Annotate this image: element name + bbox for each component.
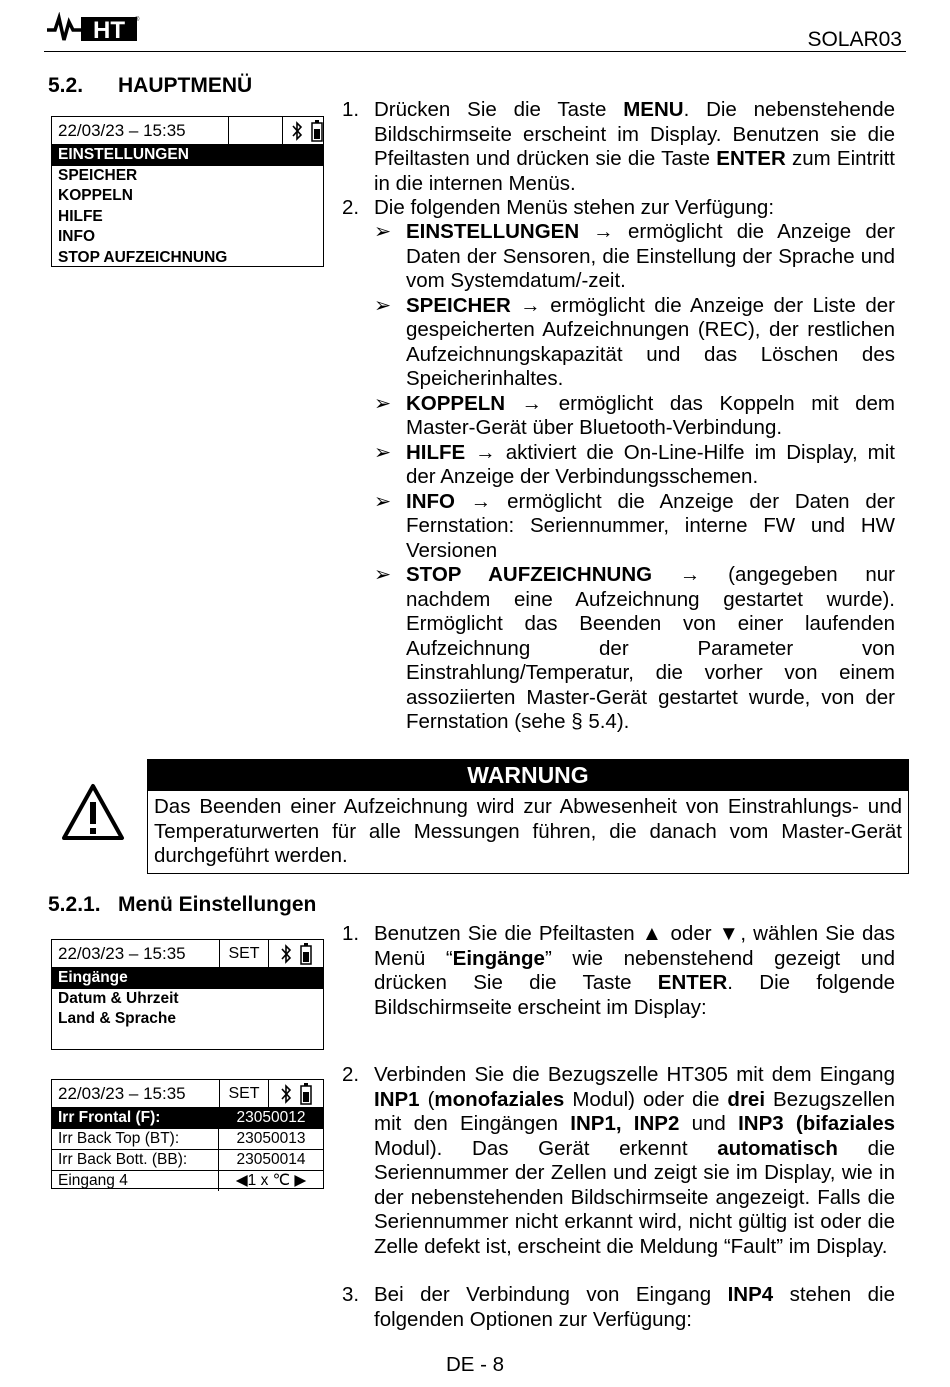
inputs-screen bbox=[51, 1079, 324, 1189]
bullet-label: HILFE bbox=[406, 440, 466, 464]
input-row-irr-back-top[interactable] bbox=[52, 1129, 323, 1150]
bullet-label: SPEICHER bbox=[406, 293, 511, 317]
warning-text: Das Beenden einer Aufzeichnung wird zur Abwesenheit von Einstrahlungs- und Temperaturwerten für alle Messungen führen, die danach vom Master-Gerät durchgeführt werden. bbox=[154, 795, 902, 867]
menu-name: Eingänge bbox=[452, 946, 545, 970]
step-text: Modul) oder die bbox=[564, 1087, 728, 1111]
bullet-label: EINSTELLUNGEN bbox=[406, 220, 580, 243]
step-text: und bbox=[679, 1112, 739, 1135]
step-text: Benutzen Sie die Pfeiltasten ▲ oder ▼, wählen Sie das Menü “ bbox=[374, 922, 895, 970]
section-title-menue-einstellungen: Menü Einstellungen bbox=[118, 893, 317, 916]
input-option-selector[interactable]: ◀1 x ℃ ▶ bbox=[235, 1172, 307, 1189]
warning-triangle-icon bbox=[60, 782, 126, 847]
step-text: ( bbox=[419, 1087, 435, 1111]
bullet-einstellungen bbox=[374, 220, 895, 294]
emphasis: automatisch bbox=[717, 1136, 838, 1160]
screen-topbar bbox=[52, 117, 323, 145]
input-name-module: INP3 (bifaziales bbox=[738, 1112, 895, 1135]
step-text: Verbinden Sie die Bezugszelle HT305 mit dem Eingang bbox=[374, 1063, 895, 1086]
svg-text:®: ® bbox=[135, 17, 140, 23]
step-text: . Die nebenstehende Bildschirmseite erscheint im Display. Benutzen sie die Pfeiltasten und drücken sie die Taste bbox=[374, 98, 895, 170]
screen-datetime: 22/03/23 – 15:35 bbox=[58, 121, 186, 140]
page-number: DE - 8 bbox=[445, 1353, 505, 1376]
battery-icon bbox=[300, 1083, 312, 1105]
section-number-5-2-1: 5.2.1. bbox=[48, 893, 101, 916]
input-name: INP1 bbox=[374, 1087, 420, 1111]
screen-topbar bbox=[52, 1080, 323, 1108]
key-enter: ENTER bbox=[657, 971, 728, 994]
doc-code: SOLAR03 bbox=[807, 28, 902, 51]
battery-icon bbox=[311, 120, 323, 142]
section-title-hauptmenue: HAUPTMENÜ bbox=[118, 74, 253, 97]
screen-mode: SET bbox=[219, 1080, 268, 1107]
menu-item-hilfe[interactable]: HILFE bbox=[58, 207, 103, 225]
step-5-2-1-3 bbox=[342, 1283, 895, 1332]
step-text: Bei der Verbindung von Eingang bbox=[374, 1283, 728, 1306]
bullet-arrow-icon: ➢ bbox=[374, 391, 392, 415]
step-text: Die folgenden Menüs stehen zur Verfügung: bbox=[374, 196, 775, 219]
step-number: 1. bbox=[342, 922, 360, 945]
bullet-label: KOPPELN bbox=[406, 391, 506, 415]
step-text: Drücken Sie die Taste bbox=[374, 98, 624, 121]
bullet-text: → aktiviert die On-Line-Hilfe im Display, mit der Anzeige der Verbindungsschemen. bbox=[406, 440, 895, 488]
menu-bullet-list bbox=[374, 220, 895, 735]
menu-item-stop-aufzeichnung[interactable]: STOP AUFZEICHNUNG bbox=[58, 248, 228, 266]
bullet-text: → ermöglicht die Anzeige der Daten der Fernstation: Seriennummer, interne FW und HW Versionen bbox=[406, 489, 895, 562]
step-number: 2. bbox=[342, 196, 360, 219]
screen-datetime: 22/03/23 – 15:35 bbox=[58, 944, 186, 963]
bullet-stop-aufzeichnung bbox=[374, 563, 895, 735]
key-enter: ENTER bbox=[716, 147, 786, 170]
input-row-irr-frontal[interactable] bbox=[52, 1108, 323, 1129]
bullet-arrow-icon: ➢ bbox=[374, 293, 392, 317]
step-number: 3. bbox=[342, 1283, 360, 1306]
step-text: zum Eintritt in die internen Menüs. bbox=[374, 147, 895, 195]
step-text: die Seriennummer der Zellen und zeigt sie im Display, wie in der nebenstehenden Bildschirmseite angezeigt. Falls die Seriennummer nicht erkannt wird, nicht gültig ist oder die Zelle defekt ist, erscheint die Meldung “Fault” im Display. bbox=[374, 1136, 895, 1258]
bullet-hilfe bbox=[374, 441, 895, 490]
bullet-text: → ermöglicht das Koppeln mit dem Master-Gerät über Bluetooth-Verbindung. bbox=[406, 391, 895, 439]
bullet-arrow-icon: ➢ bbox=[374, 440, 392, 464]
emphasis: drei bbox=[727, 1087, 766, 1111]
header-rule bbox=[44, 51, 906, 52]
step-5-2-1 bbox=[342, 98, 895, 196]
bullet-label: INFO bbox=[406, 489, 455, 513]
menu-item-einstellungen[interactable]: EINSTELLUNGEN bbox=[52, 145, 323, 166]
menu-item-koppeln[interactable]: KOPPELN bbox=[58, 187, 133, 204]
main-menu-screen bbox=[51, 116, 324, 267]
step-text: . Die folgende Bildschirmseite erscheint im Display: bbox=[374, 971, 895, 1019]
bullet-info bbox=[374, 490, 895, 564]
step-text: Modul). Das Gerät erkennt bbox=[374, 1136, 718, 1160]
input-serial: 23050014 bbox=[236, 1151, 306, 1168]
step-5-2-2 bbox=[342, 196, 895, 221]
battery-icon bbox=[300, 943, 312, 965]
section-number-5-2: 5.2. bbox=[48, 74, 84, 97]
input-serial: 23050013 bbox=[236, 1130, 306, 1147]
bullet-arrow-icon: ➢ bbox=[374, 489, 392, 513]
key-menu: MENU bbox=[623, 98, 684, 121]
settings-item-land-sprache[interactable]: Land & Sprache bbox=[58, 1010, 176, 1027]
screen-mode: SET bbox=[219, 940, 268, 967]
bullet-label: STOP AUFZEICHNUNG bbox=[406, 563, 653, 586]
input-label: Irr Back Top (BT): bbox=[52, 1129, 219, 1149]
bullet-koppeln bbox=[374, 392, 895, 441]
step-number: 2. bbox=[342, 1063, 360, 1086]
warning-box bbox=[147, 759, 909, 874]
bluetooth-icon bbox=[280, 1084, 292, 1104]
input-name: INP4 bbox=[727, 1283, 774, 1306]
warning-title: WARNUNG bbox=[148, 760, 908, 791]
ht-logo bbox=[45, 12, 140, 46]
input-row-eingang-4[interactable] bbox=[52, 1171, 323, 1191]
step-text: ” wie nebenstehend gezeigt und drücken Sie die Taste bbox=[374, 946, 895, 994]
bullet-arrow-icon: ➢ bbox=[374, 220, 392, 243]
bullet-text: → ermöglicht die Anzeige der Liste der gespeicherten Aufzeichnungen (REC), der restlichen Aufzeichnungskapazität und das Löschen des Speicherinhaltes. bbox=[406, 293, 895, 390]
menu-item-speicher[interactable]: SPEICHER bbox=[58, 166, 138, 184]
step-text: stehen die folgenden Optionen zur Verfügung: bbox=[374, 1283, 895, 1331]
input-label: Eingang 4 bbox=[52, 1171, 219, 1191]
status-icons bbox=[268, 940, 323, 967]
step-5-2-1-1 bbox=[342, 922, 895, 1020]
module-type: monofaziales bbox=[434, 1087, 565, 1111]
bluetooth-icon bbox=[291, 121, 303, 141]
input-label: Irr Frontal (F): bbox=[52, 1108, 219, 1128]
menu-item-info[interactable]: INFO bbox=[58, 228, 96, 245]
bullet-text: → ermöglicht die Anzeige der Daten der Sensoren, die Einstellung der Sprache und vom Systemdatum/-zeit. bbox=[406, 220, 895, 292]
screen-datetime: 22/03/23 – 15:35 bbox=[58, 1084, 186, 1103]
bluetooth-icon bbox=[280, 944, 292, 964]
status-icons bbox=[228, 117, 323, 144]
step-5-2-1-2 bbox=[342, 1063, 895, 1259]
settings-item-datum-uhrzeit[interactable]: Datum & Uhrzeit bbox=[58, 989, 179, 1007]
bullet-arrow-icon: ➢ bbox=[374, 563, 392, 586]
step-text: Bezugszellen mit den Eingängen bbox=[374, 1087, 895, 1135]
bullet-text: → (angegeben nur nachdem eine Aufzeichnung gestartet wurde). Ermöglicht das Beenden von einer laufenden Aufzeichnung der Parameter von Einstrahlung/Temperatur, die vorher von einem assoziierten Master-Gerät gestartet wurde, von der Fernstation (sehe § 5.4). bbox=[406, 563, 896, 733]
input-serial: 23050012 bbox=[236, 1109, 306, 1126]
step-number: 1. bbox=[342, 98, 360, 121]
settings-item-eingaenge[interactable]: Eingänge bbox=[52, 968, 323, 989]
input-names: INP1, INP2 bbox=[570, 1112, 680, 1135]
bullet-speicher bbox=[374, 294, 895, 392]
status-icons bbox=[268, 1080, 323, 1107]
input-label: Irr Back Bott. (BB): bbox=[52, 1150, 219, 1170]
input-row-irr-back-bott[interactable] bbox=[52, 1150, 323, 1171]
screen-topbar bbox=[52, 940, 323, 968]
settings-menu-screen bbox=[51, 939, 324, 1050]
logo-text: HT bbox=[93, 17, 125, 44]
